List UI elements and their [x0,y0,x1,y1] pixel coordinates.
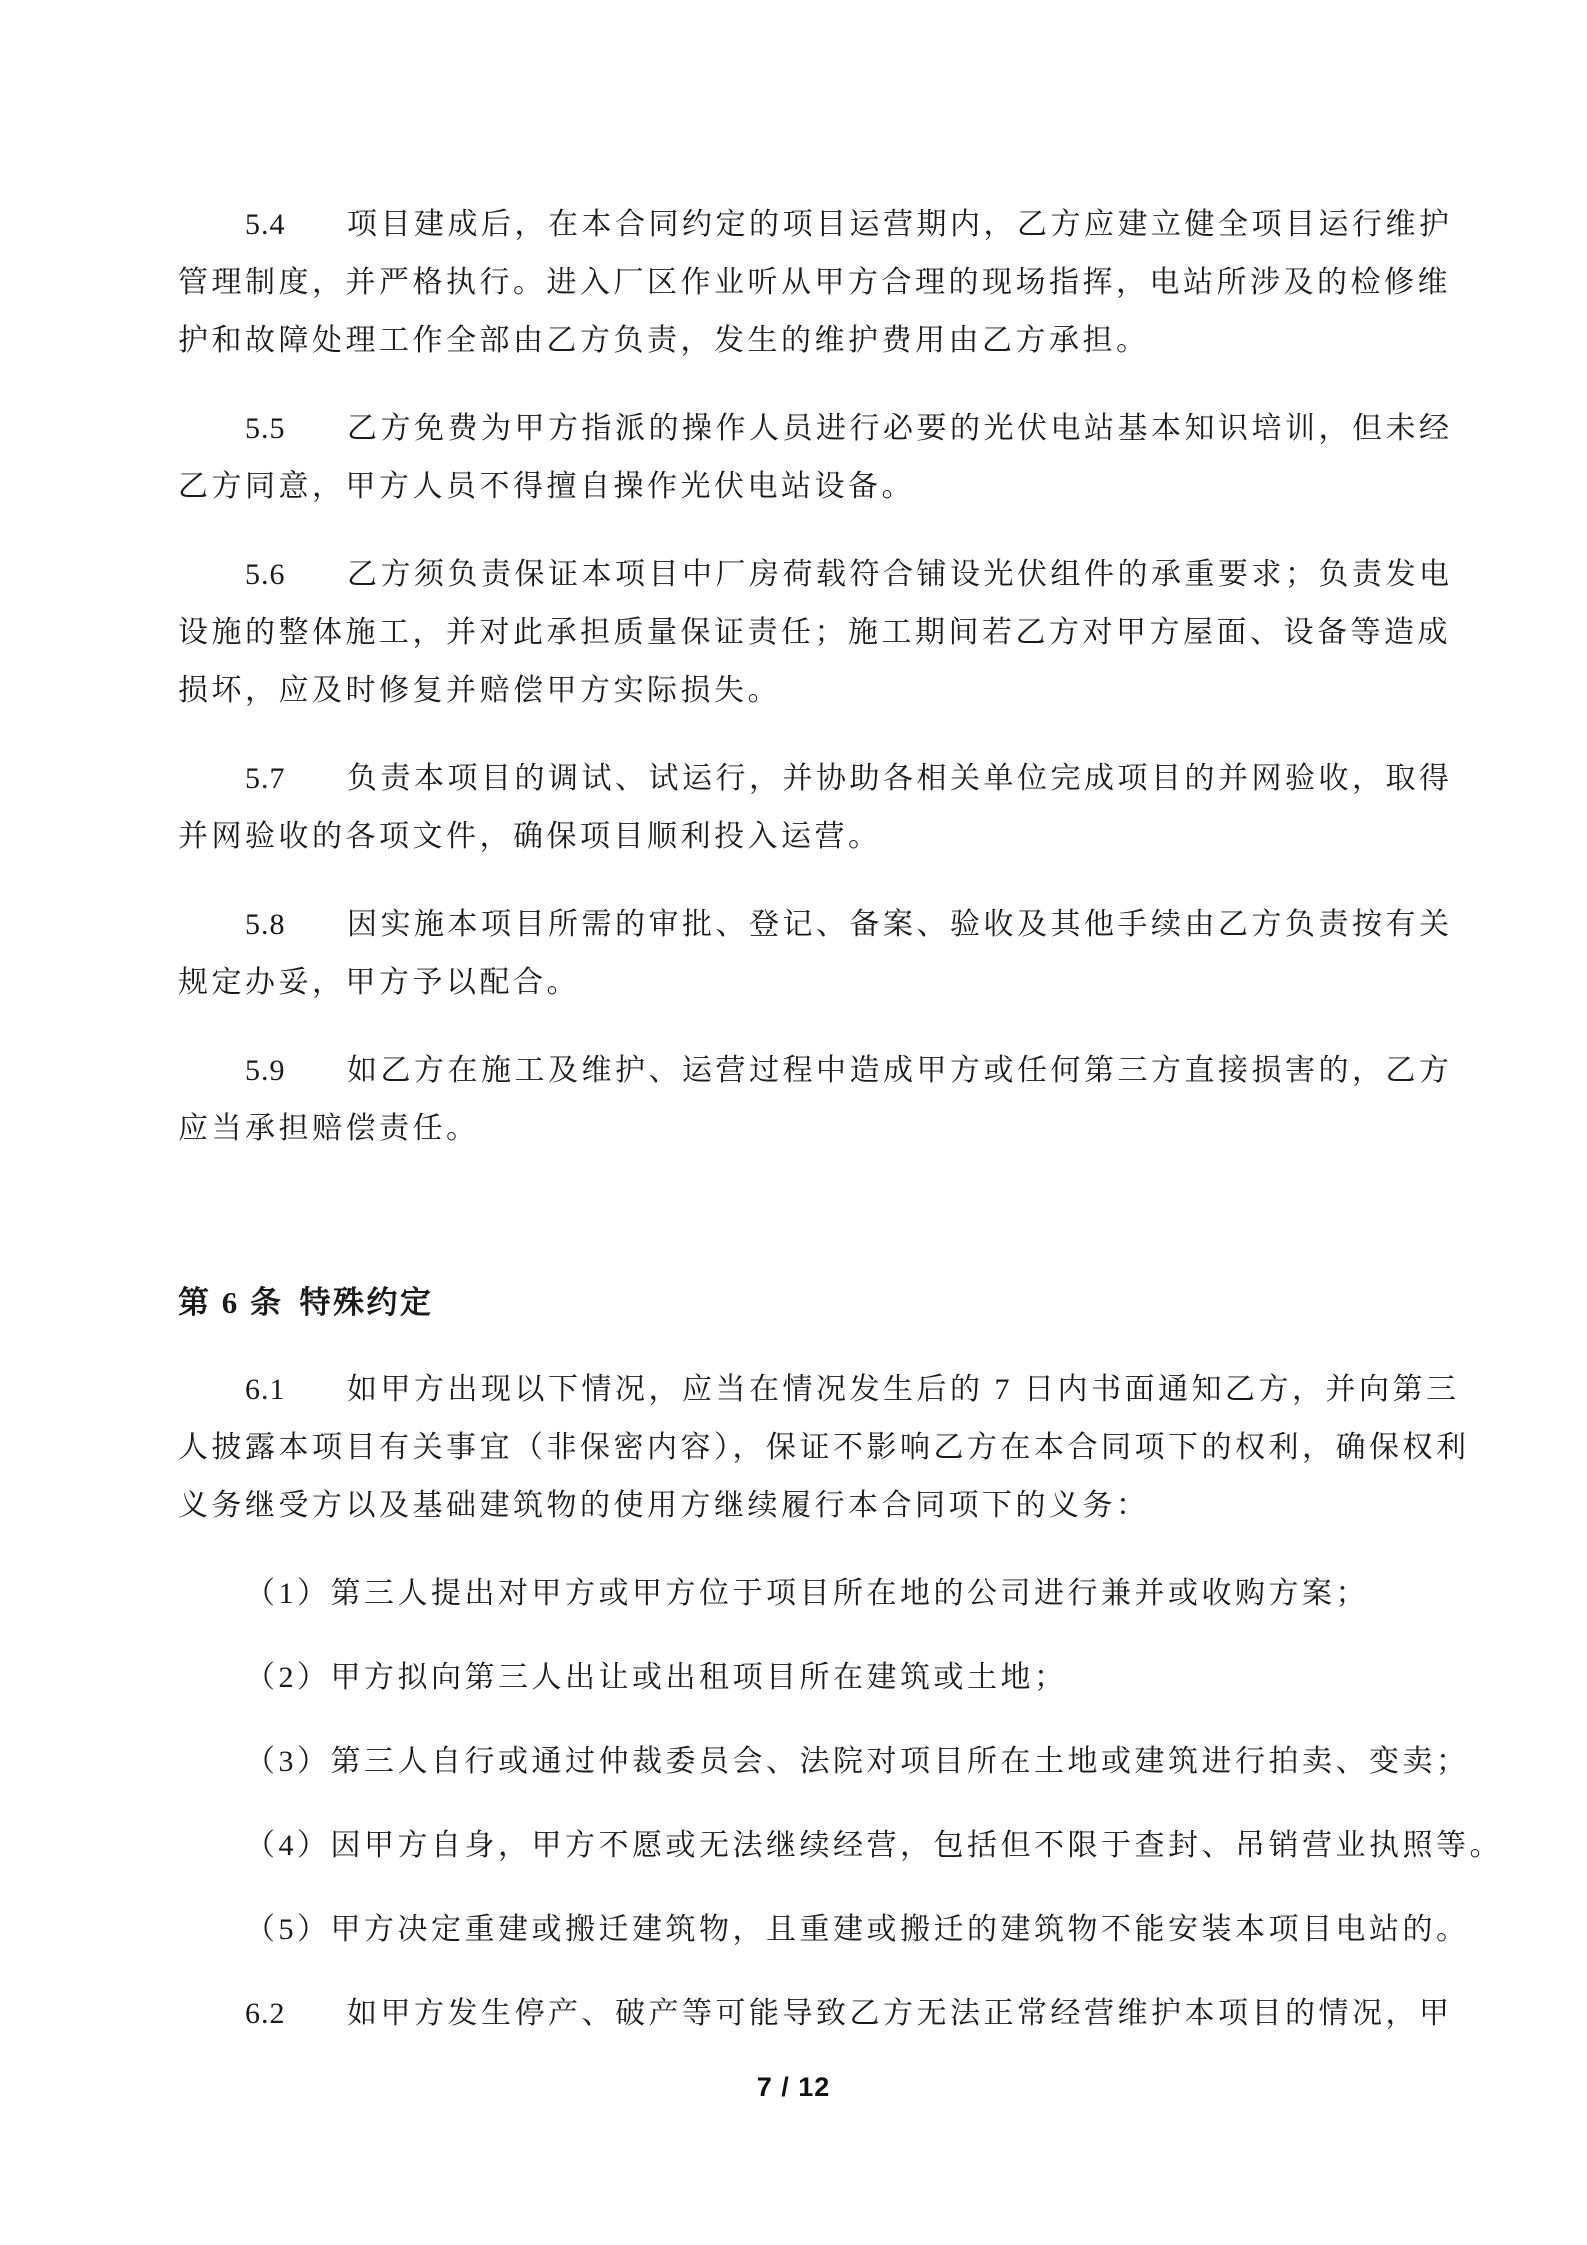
clause-text: 如乙方在施工及维护、运营过程中造成甲方或任何第三方直接损害的，乙方 [347,1054,1453,1087]
text-line: （2）甲方拟向第三人出让或出租项目所在建筑或土地； [245,1661,1068,1694]
heading-title: 特殊约定 [299,1285,434,1320]
clause-number: 6.2 [245,1997,286,2030]
clause-text: 因实施本项目所需的审批、登记、备案、验收及其他手续由乙方负责按有关 [347,908,1453,941]
text-line [178,896,1464,954]
clause-number: 5.6 [245,558,286,591]
clause-text: 乙方须负责保证本项目中厂房荷载符合铺设光伏组件的承重要求；负责发电 [347,558,1453,591]
clause-number: 6.1 [245,1373,286,1406]
text-line: 规定办妥，甲方予以配合。 [178,966,580,999]
list-item [178,1565,1464,1623]
heading-clause-number: 第 6 条 [178,1285,284,1320]
clause-number: 5.9 [245,1054,286,1087]
clause-text: 乙方免费为甲方指派的操作人员进行必要的光伏电站基本知识培训，但未经 [347,412,1453,445]
page-number: 7 / 12 [756,2072,831,2102]
clause-number: 5.4 [245,208,286,241]
text-line [178,196,1464,254]
clause-6.2 [178,1985,1464,2043]
clause-5.4 [178,196,1464,370]
clause-6.1 [178,1361,1470,1535]
text-line [178,750,1464,808]
clause-5.7 [178,750,1464,866]
clause-text: 如甲方发生停产、破产等可能导致乙方无法正常经营维护本项目的情况，甲 [347,1997,1453,2030]
clause-number: 5.7 [245,762,286,795]
list-item [178,1901,1470,1959]
text-line: （4）因甲方自身，甲方不愿或无法继续经营，包括但不限于查封、吊销营业执照等。 [245,1829,1503,1862]
text-line: （5）甲方决定重建或搬迁建筑物，且重建或搬迁的建筑物不能安装本项目电站的。 [245,1913,1470,1946]
clause-number: 5.5 [245,412,286,445]
text-line: （3）第三人自行或通过仲裁委员会、法院对项目所在土地或建筑进行拍卖、变卖； [245,1745,1470,1778]
text-line [178,1042,1464,1100]
clause-5.5 [178,400,1464,516]
section-heading [178,1274,1464,1332]
clause-text: 项目建成后，在本合同约定的项目运营期内，乙方应建立健全项目运行维护 [347,208,1453,241]
text-line [178,400,1464,458]
text-line: （1）第三人提出对甲方或甲方位于项目所在地的公司进行兼并或收购方案； [245,1577,1369,1610]
text-line: 损坏，应及时修复并赔偿甲方实际损失。 [178,674,781,707]
clause-text: 负责本项目的调试、试运行，并协助各相关单位完成项目的并网验收，取得 [347,762,1453,795]
document-body [178,196,1503,2073]
clause-5.9 [178,1042,1464,1158]
text-line [178,1985,1464,2043]
list-item [178,1733,1470,1791]
list-item [178,1649,1464,1707]
text-line: 管理制度，并严格执行。进入厂区作业听从甲方合理的现场指挥，电站所涉及的检修维 [178,266,1451,299]
text-line: 并网验收的各项文件，确保项目顺利投入运营。 [178,820,882,853]
clause-number: 5.8 [245,908,286,941]
text-line: 义务继受方以及基础建筑物的使用方继续履行本合同项下的义务： [178,1489,1150,1522]
text-line [178,1361,1464,1419]
clause-5.8 [178,896,1464,1012]
clause-5.6 [178,546,1464,720]
text-line: 护和故障处理工作全部由乙方负责，发生的维护费用由乙方承担。 [178,324,1150,357]
text-line: 人披露本项目有关事宜（非保密内容），保证不影响乙方在本合同项下的权利，确保权利 [178,1431,1470,1464]
text-line: 应当承担赔偿责任。 [178,1112,480,1145]
text-line [178,546,1464,604]
text-line: 乙方同意，甲方人员不得擅自操作光伏电站设备。 [178,470,915,503]
text-line: 设施的整体施工，并对此承担质量保证责任；施工期间若乙方对甲方屋面、设备等造成 [178,616,1451,649]
list-item [178,1817,1503,1875]
clause-text: 如甲方出现以下情况，应当在情况发生后的 7 日内书面通知乙方，并向第三 [347,1373,1460,1406]
